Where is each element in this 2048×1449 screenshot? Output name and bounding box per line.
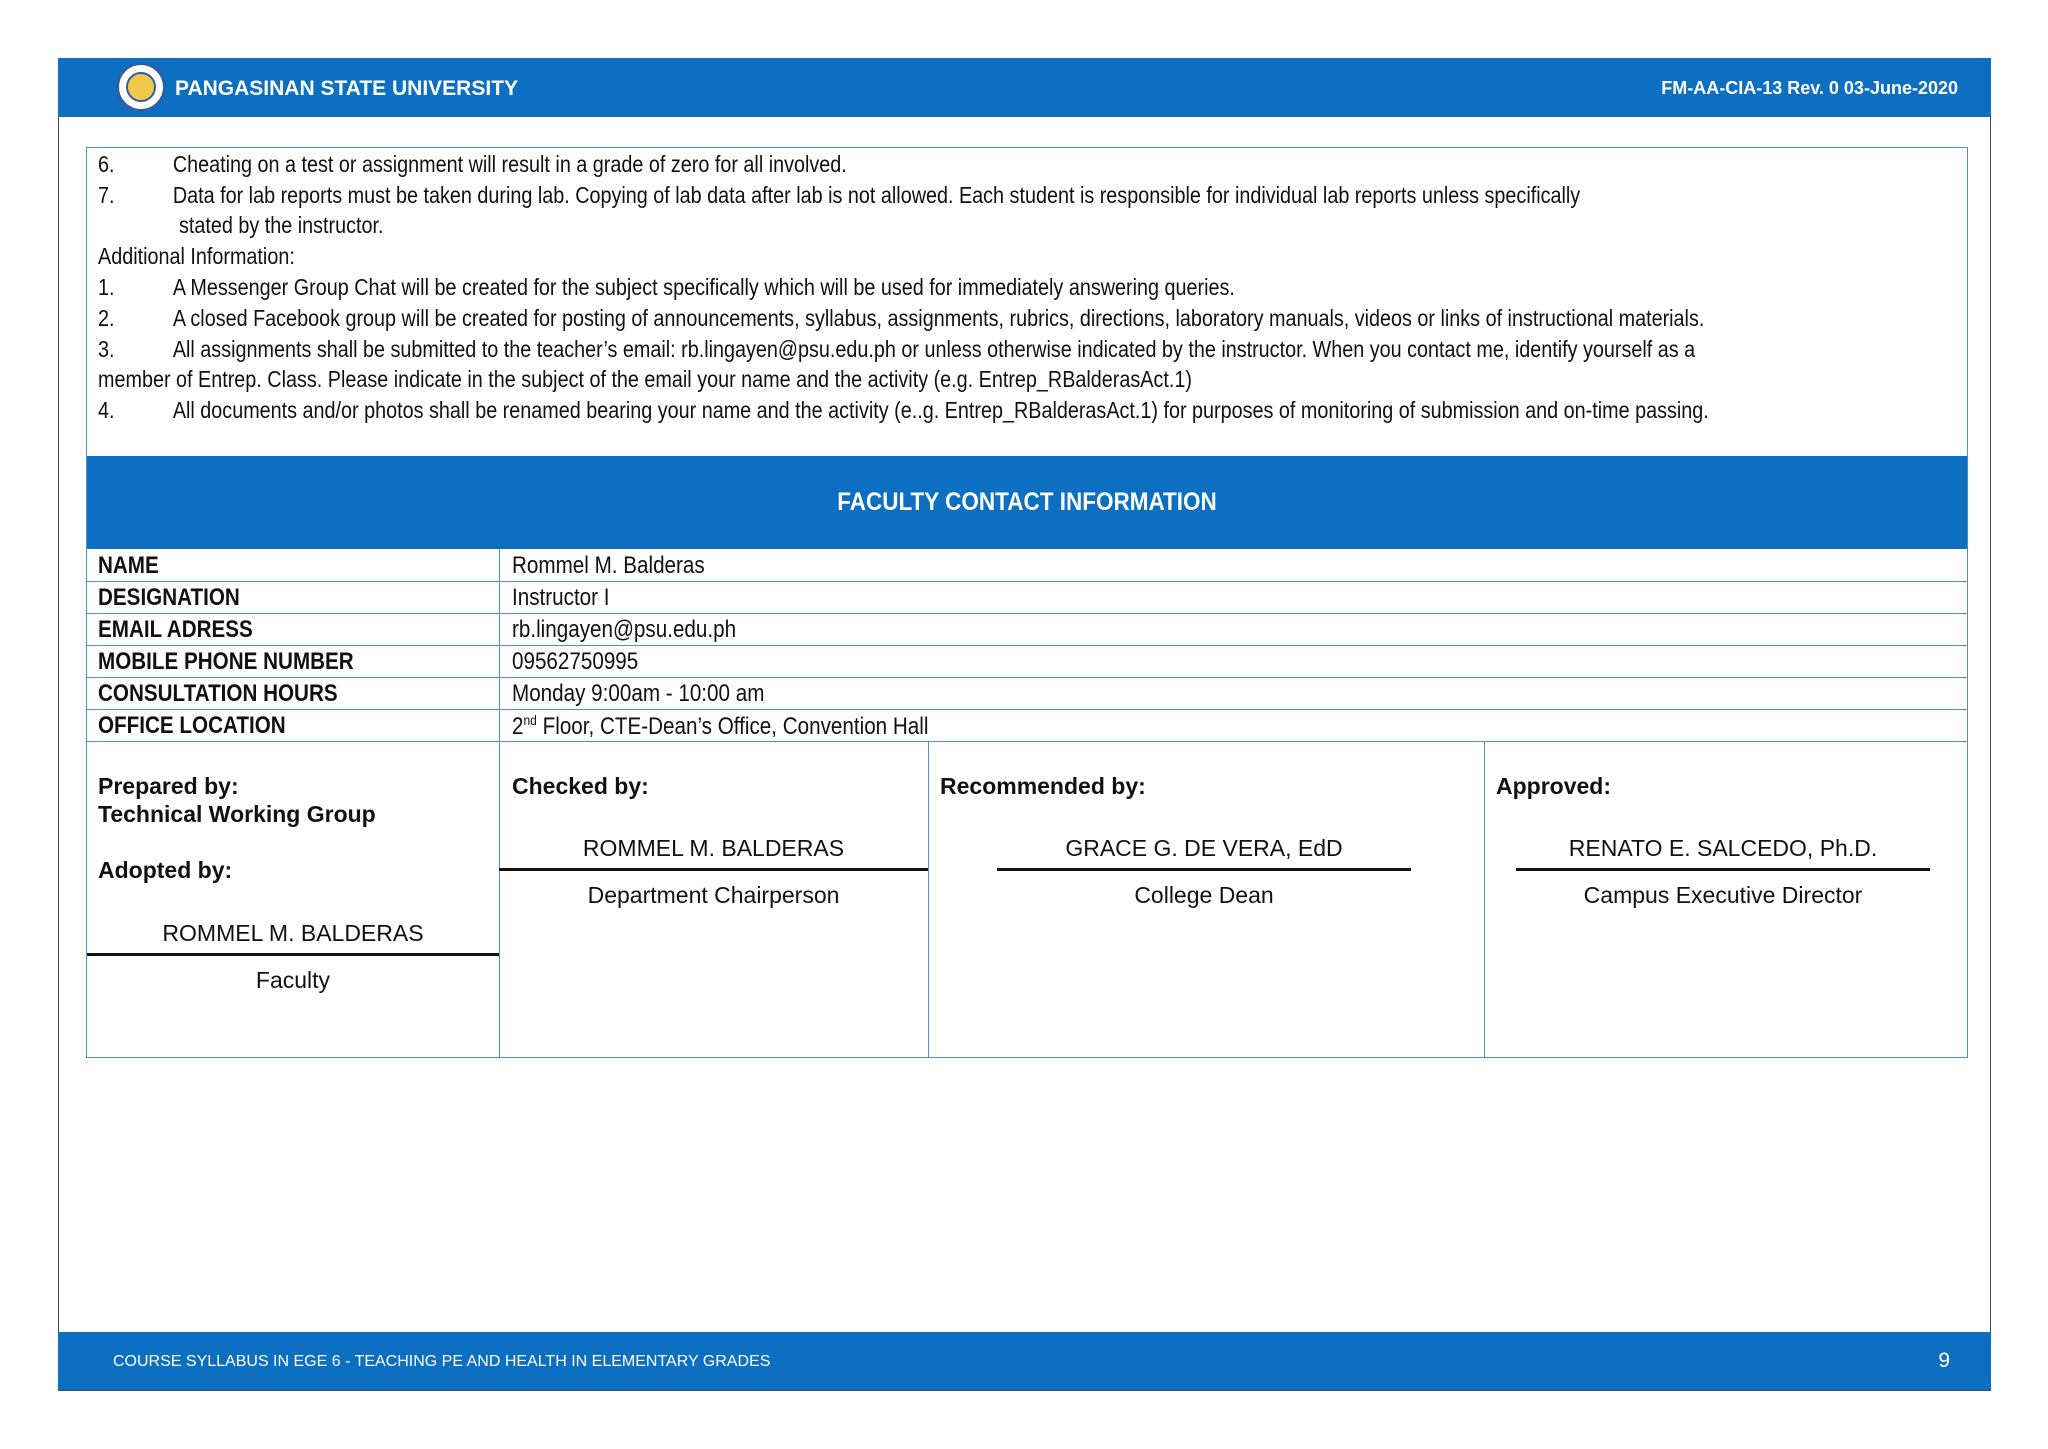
faculty-contact-title: FACULTY CONTACT INFORMATION bbox=[837, 488, 1217, 516]
footer-course-title: COURSE SYLLABUS IN EGE 6 - TEACHING PE AND HEALTH IN ELEMENTARY GRADES bbox=[113, 1353, 771, 1370]
table-divider bbox=[1484, 741, 1485, 1058]
item-number: 4. bbox=[98, 397, 115, 423]
additional-info-heading: Additional Information: bbox=[98, 243, 295, 269]
item-number: 1. bbox=[98, 274, 115, 300]
policy-item-6 bbox=[98, 151, 847, 178]
signature-line bbox=[87, 953, 499, 956]
policy-item-7 bbox=[98, 182, 1580, 209]
signature-line bbox=[499, 868, 928, 871]
email-label: EMAIL ADRESS bbox=[98, 616, 253, 643]
checked-by-role: Department Chairperson bbox=[587, 882, 840, 908]
prepared-by-value: Technical Working Group bbox=[98, 801, 376, 827]
item-text: A Messenger Group Chat will be created for the subject specifically which will be used for immediately answering queries. bbox=[172, 274, 1235, 300]
page-number: 9 bbox=[1938, 1349, 1950, 1372]
item-text: Data for lab reports must be taken during lab. Copying of lab data after lab is not allowed. Each student is responsible for individual lab reports unless specifically bbox=[172, 182, 1581, 208]
consultation-value: Monday 9:00am - 10:00 am bbox=[512, 680, 765, 707]
name-value: Rommel M. Balderas bbox=[512, 552, 705, 579]
approved-by-name: RENATO E. SALCEDO, Ph.D. bbox=[1568, 835, 1878, 861]
recommended-by-role: College Dean bbox=[1134, 882, 1274, 908]
office-label: OFFICE LOCATION bbox=[98, 712, 286, 739]
item-text: All assignments shall be submitted to the teacher’s email: rb.lingayen@psu.edu.ph or unless otherwise indicated by the instructor. When you contact me, identify yourself as a bbox=[172, 336, 1696, 362]
adopted-by-role: Faculty bbox=[255, 967, 331, 993]
policy-item-7-continued: stated by the instructor. bbox=[179, 212, 384, 238]
consultation-label: CONSULTATION HOURS bbox=[98, 680, 338, 707]
table-divider bbox=[87, 677, 1967, 678]
checked-by-label: Checked by: bbox=[512, 773, 649, 799]
office-location-text: Floor, CTE-Dean’s Office, Convention Hall bbox=[536, 713, 929, 740]
adopted-by-name: ROMMEL M. BALDERAS bbox=[162, 920, 424, 946]
item-text: Cheating on a test or assignment will result in a grade of zero for all involved. bbox=[172, 151, 847, 177]
university-seal-icon bbox=[116, 62, 166, 112]
table-divider bbox=[87, 581, 1967, 582]
additional-item-3-continued: member of Entrep. Class. Please indicate in the subject of the email your name and the activity (e.g. Entrep_RBalderasAct.1) bbox=[98, 366, 1192, 392]
table-divider bbox=[928, 741, 929, 1058]
form-code: FM-AA-CIA-13 Rev. 0 03-June-2020 bbox=[1661, 78, 1958, 98]
table-divider bbox=[87, 741, 1967, 742]
additional-item-4 bbox=[98, 397, 1709, 424]
item-text: All documents and/or photos shall be renamed bearing your name and the activity (e..g. Entrep_RBalderasAct.1) for purposes of monitoring of submission and on-time passing. bbox=[172, 397, 1709, 423]
designation-value: Instructor I bbox=[512, 584, 610, 611]
recommended-by-name: GRACE G. DE VERA, EdD bbox=[1065, 835, 1343, 861]
additional-item-3 bbox=[98, 336, 1695, 363]
mobile-value: 09562750995 bbox=[512, 648, 639, 675]
faculty-contact-banner bbox=[87, 456, 1967, 549]
item-number: 3. bbox=[98, 336, 115, 362]
table-divider bbox=[87, 645, 1967, 646]
signature-line bbox=[1516, 868, 1930, 871]
adopted-by-label: Adopted by: bbox=[98, 857, 233, 883]
additional-item-2 bbox=[98, 305, 1704, 332]
table-divider bbox=[87, 709, 1967, 710]
item-number: 7. bbox=[98, 182, 115, 208]
office-floor-ordinal: nd bbox=[523, 712, 537, 728]
email-value: rb.lingayen@psu.edu.ph bbox=[512, 616, 737, 643]
approved-by-role: Campus Executive Director bbox=[1583, 882, 1863, 908]
checked-by-name: ROMMEL M. BALDERAS bbox=[582, 835, 845, 861]
university-name: PANGASINAN STATE UNIVERSITY bbox=[175, 77, 519, 100]
prepared-by-label: Prepared by: bbox=[98, 773, 239, 799]
item-number: 6. bbox=[98, 151, 115, 177]
office-floor-number: 2 bbox=[512, 713, 524, 740]
mobile-label: MOBILE PHONE NUMBER bbox=[98, 648, 354, 675]
table-divider bbox=[499, 549, 500, 1058]
office-value bbox=[512, 712, 928, 741]
name-label: NAME bbox=[98, 552, 159, 579]
signature-line bbox=[997, 868, 1411, 871]
additional-item-1 bbox=[98, 274, 1235, 301]
item-number: 2. bbox=[98, 305, 115, 331]
recommended-by-label: Recommended by: bbox=[940, 773, 1146, 799]
approved-label: Approved: bbox=[1496, 773, 1611, 799]
table-divider bbox=[87, 613, 1967, 614]
designation-label: DESIGNATION bbox=[98, 584, 240, 611]
item-text: A closed Facebook group will be created for posting of announcements, syllabus, assignments, rubrics, directions, laboratory manuals, videos or links of instructional materials. bbox=[172, 305, 1705, 331]
